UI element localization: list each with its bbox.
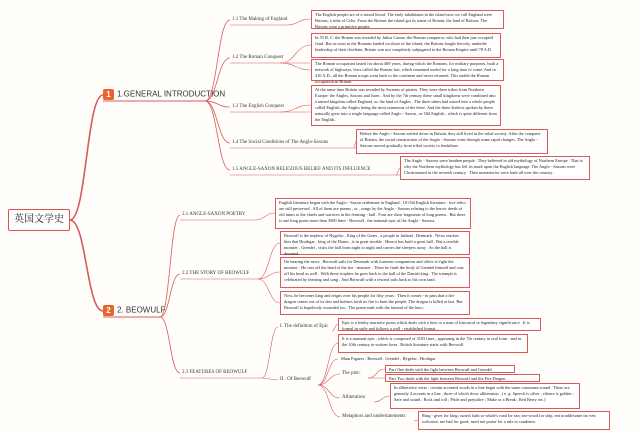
- connector-line: [255, 213, 275, 220]
- section-beowulf[interactable]: [103, 305, 165, 316]
- topic-features-of-beowulf[interactable]: 2.3 FEATURES OF BEOWULF: [182, 370, 248, 375]
- connector-line: [262, 378, 278, 380]
- topic-alliteration[interactable]: Alliteration: [342, 395, 366, 400]
- connector-line: [374, 396, 390, 402]
- note-national-epic: It is a national epic , which is composed of 3183 lines , appearing in the 7th century in oral form , and in the 10th century in written form . British literature starts with Beowulf: [338, 334, 528, 353]
- note-social-conditions: Before the Anglo - Saxons settled down in Britain, they still lived in the tribal society. After the conquest of Britain, the social construction of the Anglo - Saxons went through some rapid changes. The Anglo - Saxons moved gradually from tribal society to feudalism.: [356, 129, 548, 154]
- topic-plot[interactable]: The plot：: [342, 371, 364, 376]
- note-beowulf-fights: On hearing the news , Beowulf sails for Denmark with fourteen companions and offers to fight the monster . He cuts off the head of the she - monster . There he finds the body of Grendel himself and cuts off his head as well . With these trophies he goes back to the hall of the Danish king . The triumph is celebrated by feasting and song . And Beowulf with a reward sails back to his own land.: [280, 257, 470, 288]
- section-label: 2. BEOWULF: [117, 305, 166, 315]
- topic-english-conquest[interactable]: 1.3 The English Conquest: [232, 104, 284, 109]
- note-epic-definition: Epic is a lenthy narrative poem which deals with a hero or a man of historical or legendary significance . It is formal in strile and follows a well - established format .: [338, 318, 541, 331]
- topic-roman-conquest[interactable]: 1.2 The Roman Conquest: [232, 55, 284, 60]
- note-metaphors: Ring - giver for king; swan's bath or whale's road for sea; sea-wood for ship, ent troublesome far vert welcome; not bad for good; need not praise for a rule to condemn.: [418, 411, 610, 430]
- section-number-badge: 2: [103, 305, 114, 316]
- topic-metaphors[interactable]: Metaphors and understatements: [342, 414, 406, 419]
- note-roman-invasion: In 55 B. C. the Britain was invaded by Julius Caesar, the Roman conqueror, who had then just occupied Gaul. But as soon as the Romans landed on shore of the island, the Britons fought fiercely, underthe leadership of their chieftain. Britain was not completely subjugated to the Roman Empire until 78 A.D.: [311, 33, 501, 58]
- connector-line: [318, 343, 338, 385]
- connector-line: [318, 385, 340, 398]
- note-plot-part-two: Part Two deals with the fight between Beowulf and the Fire Dragon .: [385, 374, 540, 382]
- connector-line: [258, 279, 280, 303]
- connector-line: [160, 215, 180, 317]
- section-label: 1.GENERAL INTRODUCTION: [117, 89, 226, 99]
- note-alliteration: In alliterative verse , certain accented words in a line begin with the same consonant sound . There are generaly 4 accents in a line , three of which show alliteration . ( e. g. Speech is silver , silence is golden ; Safe and sound ; Rock and roll ; Pride and prejudice ; Make or a Break , Red Berry etc.): [390, 383, 580, 409]
- note-making-of-england: The English people are of a mixed blood. The early inhabitants in the island now we call England were Britons, a tribe of Celts. From the Britons the island got its name of Britain, the land of Britons. The Britons were a primitive people.: [311, 10, 504, 29]
- section-general-introduction[interactable]: [103, 89, 225, 100]
- topic-making-of-england[interactable]: 1.1 The Making of England: [232, 17, 288, 22]
- connector-line: [258, 243, 280, 279]
- connector-line: [70, 220, 103, 311]
- section-number-badge: 1: [103, 89, 114, 100]
- connector-line: [280, 63, 311, 70]
- note-main-figures: Main Figures : Beowulf , Grendel , Hygelac , Hrothgar: [341, 356, 436, 361]
- connector-line: [205, 101, 230, 170]
- note-beowulf-nephew: Beowulf is the nephew of Hygelac , King of the Geats , a people in Jutland , Denmark . News reaches him that Hrothgar , king of the Danes , is in great trouble . Heorot has built a great hall . But a terrible monster , Grendel , visits the hall from night to night and carries the sleepers away . So the hall is deserted.: [280, 231, 470, 255]
- note-anglo-saxon-poetry: English literature began with the Anglo - Saxon settlement in England . Of Old English literature , five relics are still preserved . All of them are poems , or , songs by the Anglo - Saxons relating to the heroic deeds of old times to the chiefs and warriors in the feasting - hall . Four are short fragments of long poems . But there is one long poem more than 3000 lines - Beowulf , the national epic of the Anglo - Saxons.: [275, 198, 471, 229]
- topic-anglo-saxon-poetry[interactable]: 2.1 ANGLE-SAXON POETRY: [182, 212, 246, 217]
- connector-line: [286, 19, 311, 25]
- connector-line: [280, 105, 311, 112]
- connector-line: [70, 95, 103, 220]
- root-topic[interactable]: 英国文学史: [8, 209, 70, 231]
- connector-line: [262, 327, 278, 378]
- topic-story-of-beowulf[interactable]: 2.2 THE STORY OF BEOWULF: [182, 271, 250, 276]
- note-beowulf-king: Now, he becomes king and reigns over his people for fifty years . Then it comes - in pass that a fire dragon comes out of its den and bothers forth its fire to burn the people. The dragon is killed at last. But Beowulf is hopelessly wounded too . The poem ends with the funeral of the hero.: [280, 291, 470, 315]
- connector-line: [368, 369, 385, 378]
- note-religious-belief: The Anglo - Saxons were heathen people . They believed in old mythology of Northern Europe . That is why the Northern mythology has left its mark upon the English language. The Anglo - Saxons were Christianized in the seventh century . Then monasteries were built all over the country.: [400, 156, 590, 180]
- topic-religious-belief[interactable]: 1.5 ANGLE-SAXON RELIGIOUS BELIEF AND ITS INFLUENCE: [232, 167, 371, 172]
- note-english-conquest: At the same time Britain was invaded by Swarms of pirates. They were three tribes from Northern Europe: the Angles, Saxons and Jutes . And by the 7th century these small kingdoms were combined into a united kingdom called England, or, the land of Angles . The three tribes had mixed into a whole people called English, the Angles being the most numerous of the three. And the three dialects spoken by them naturally grew into a single language called Anglo - Saxon , or Old English , which is quite different from the English.: [311, 85, 501, 126]
- note-plot-part-one: Part One deals with the fight between Beowulf and Grendel: [385, 365, 515, 373]
- note-roman-occupation: The Roman occupation lasted for about 400 years, during which the Romans, for military purposes, built a network of highways, laws called the Roman law, which remained useful for a long time to come. And in 410 A.D., all the Roman troops went back to the continent and never returned. This ended the Roman occupation in Britain.: [311, 59, 504, 81]
- connector-line: [160, 317, 180, 373]
- connector-line: [280, 45, 311, 63]
- connector-line: [318, 385, 340, 417]
- topic-definition-of-epic[interactable]: I. The definition of Epic: [280, 324, 329, 329]
- topic-of-beowulf[interactable]: II . Of Beowulf: [280, 377, 311, 382]
- topic-social-conditions[interactable]: 1.4 The Social Conditions of The Anglo-Saxons: [232, 140, 329, 145]
